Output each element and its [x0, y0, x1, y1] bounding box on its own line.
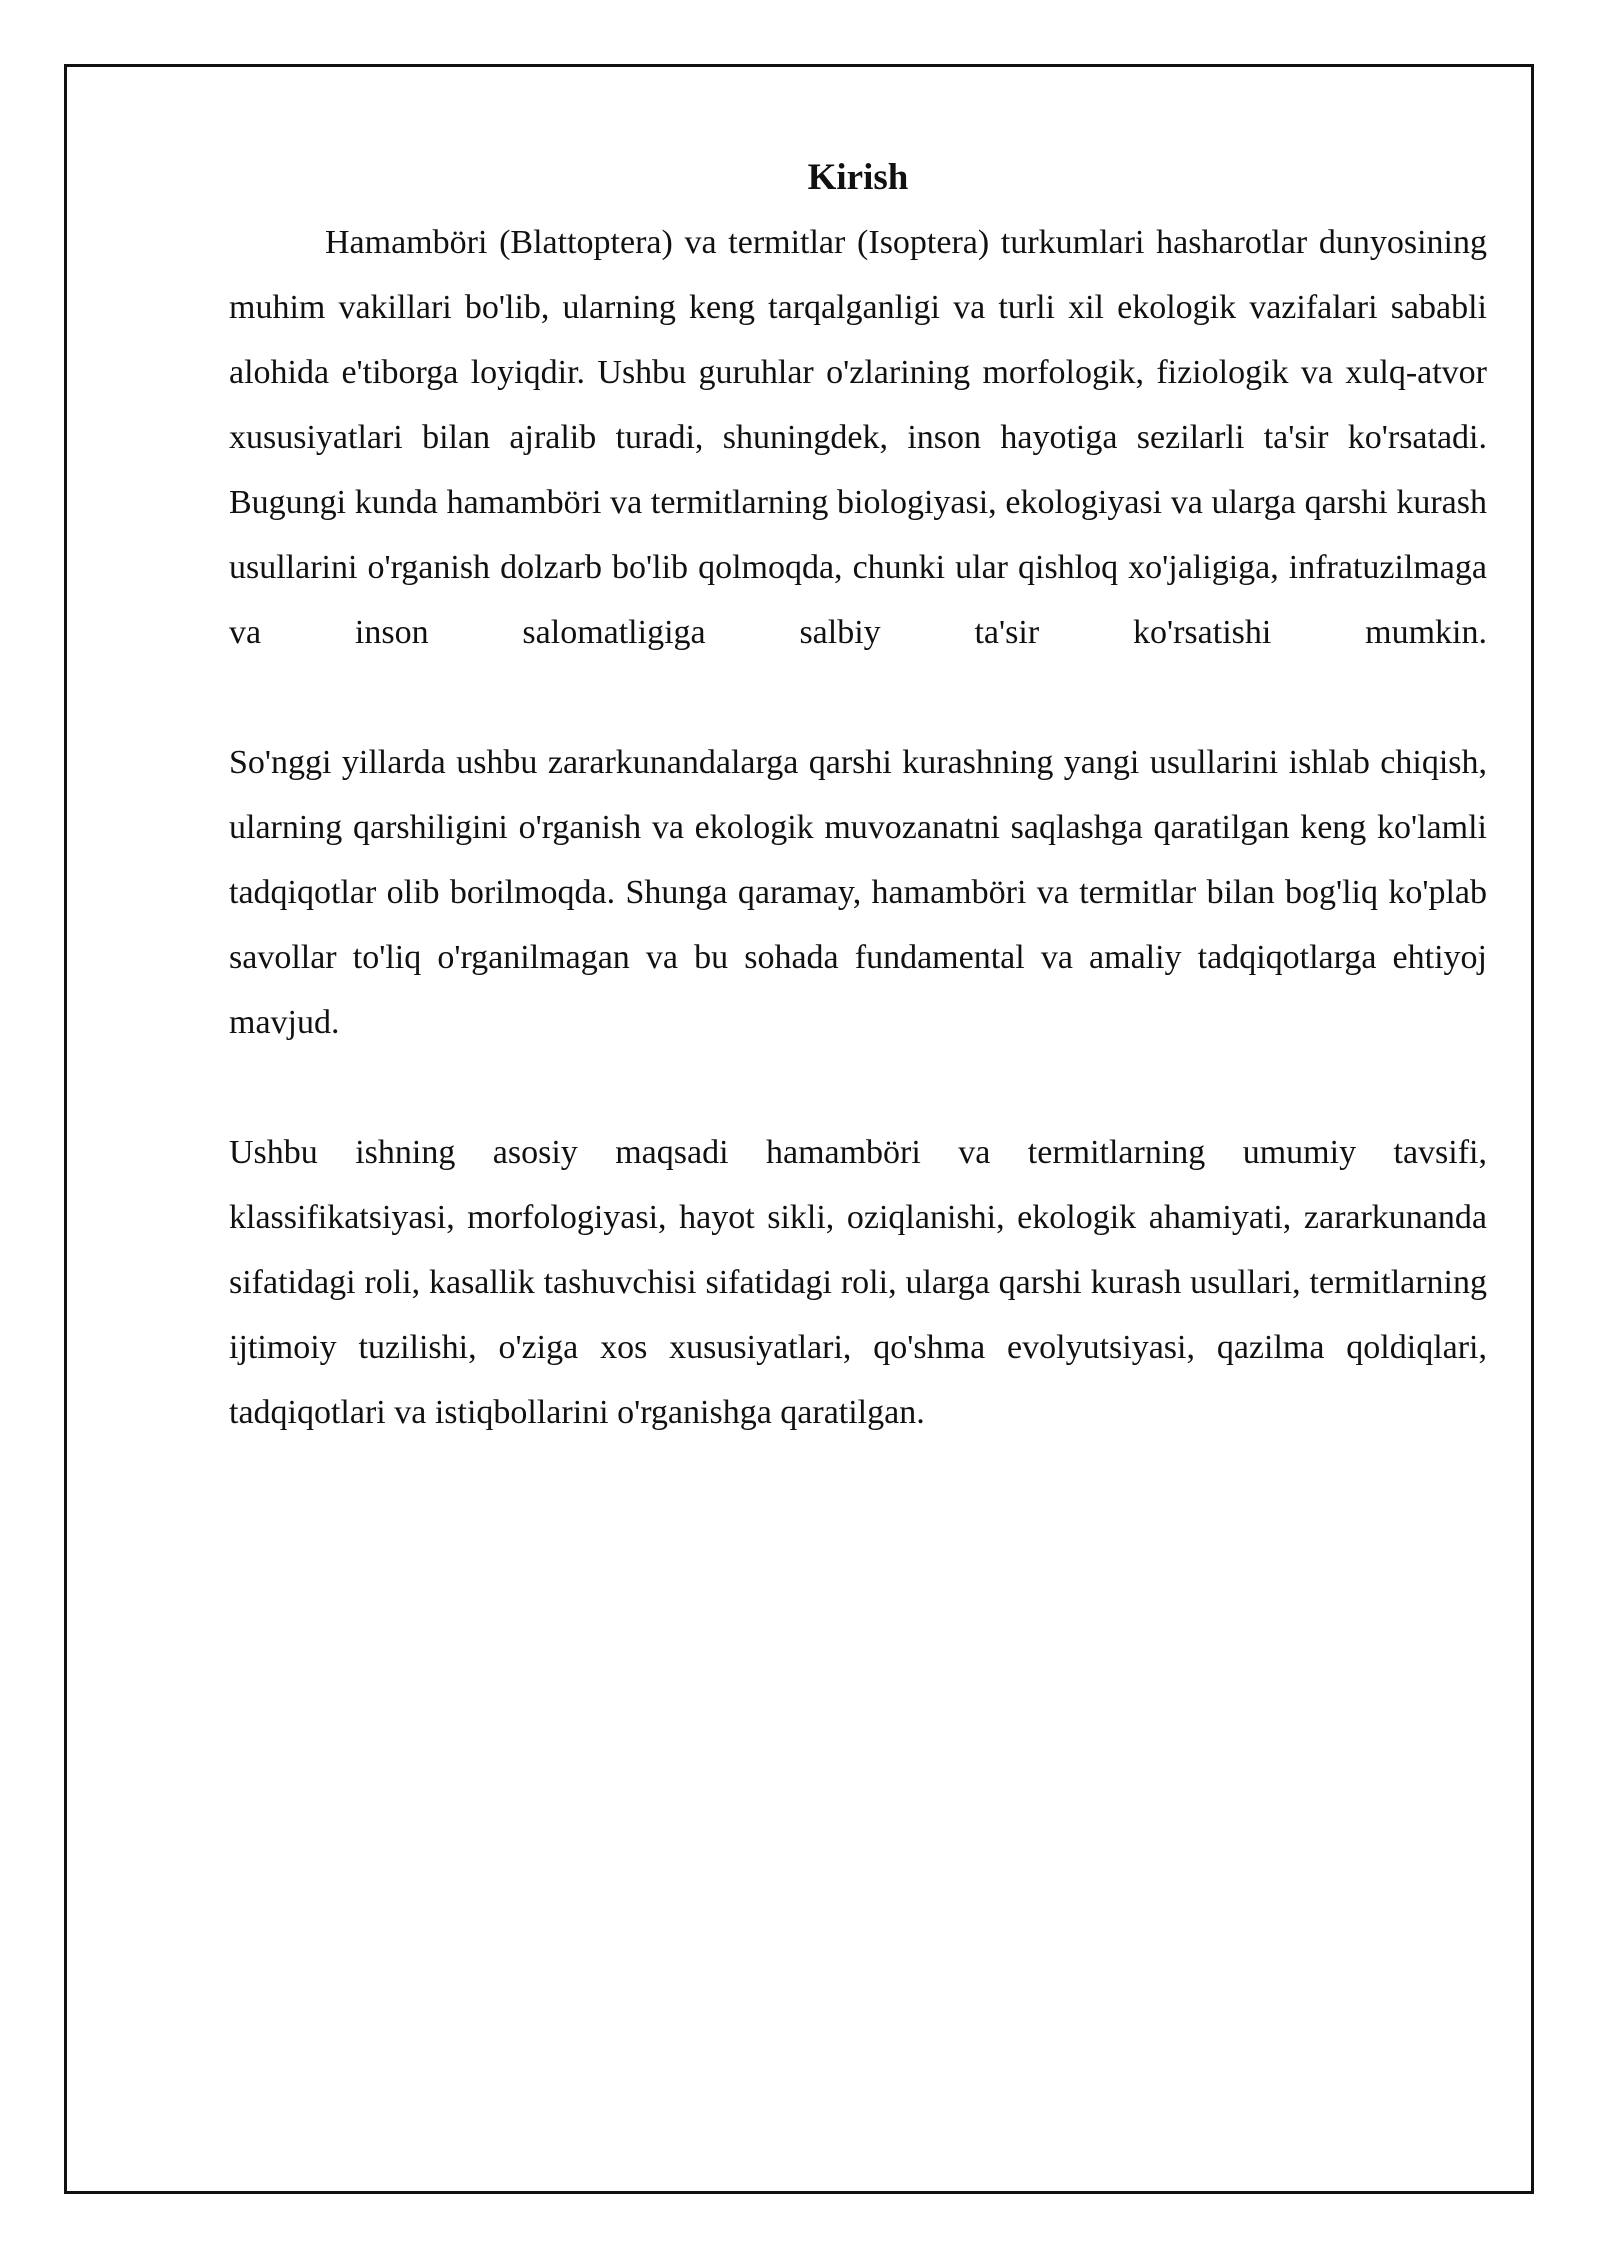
- paragraph-intro: Hamamböri (Blattoptera) va termitlar (Isoptera) turkumlari hasharotlar dunyosining muhim vakillari bo'lib, ularning keng tarqalganligi va turli xil ekologik vazifalari sababli alohida e'tiborga loyiqdir. Ushbu guruhlar o'zlarining morfologik, fiziologik va xulq-atvor xususiyatlari bilan ajralib turadi, shuningdek, inson hayotiga sezilarli ta'sir ko'rsatadi. Bugungi kunda hamamböri va termitlarning biologiyasi, ekologiyasi va ularga qarshi kurash usullarini o'rganish dolzarb bo'lib qolmoqda, chunki ular qishloq xo'jaligiga, infratuzilmaga va inson salomatligiga salbiy ta'sir ko'rsatishi mumkin.: [229, 224, 1487, 651]
- paragraph-spacer: [229, 665, 1487, 730]
- paragraph-aim: Ushbu ishning asosiy maqsadi hamamböri va termitlarning umumiy tavsifi, klassifikatsiyasi, morfologiyasi, hayot sikli, oziqlanishi, ekologik ahamiyati, zararkunanda sifatidagi roli, kasallik tashuvchisi sifatidagi roli, ularga qarshi kurash usullari, termitlarning ijtimoiy tuzilishi, o'ziga xos xususiyatlari, qo'shma evolyutsiyasi, qazilma qoldiqlari, tadqiqotlari va istiqbollarini o'rganishga qaratilgan.: [229, 1134, 1487, 1431]
- document-body: [229, 148, 1487, 1445]
- document-title: Kirish: [807, 157, 909, 198]
- paragraph-research: So'nggi yillarda ushbu zararkunandalarga qarshi kurashning yangi usullarini ishlab chiqish, ularning qarshiligini o'rganish va ekologik muvozanatni saqlashga qaratilgan keng ko'lamli tadqiqotlar olib borilmoqda. Shunga qaramay, hamamböri va termitlar bilan bog'liq ko'plab savollar to'liq o'rganilmagan va bu sohada fundamental va amaliy tadqiqotlarga ehtiyoj mavjud.: [229, 744, 1487, 1041]
- paragraph-spacer: [229, 1055, 1487, 1120]
